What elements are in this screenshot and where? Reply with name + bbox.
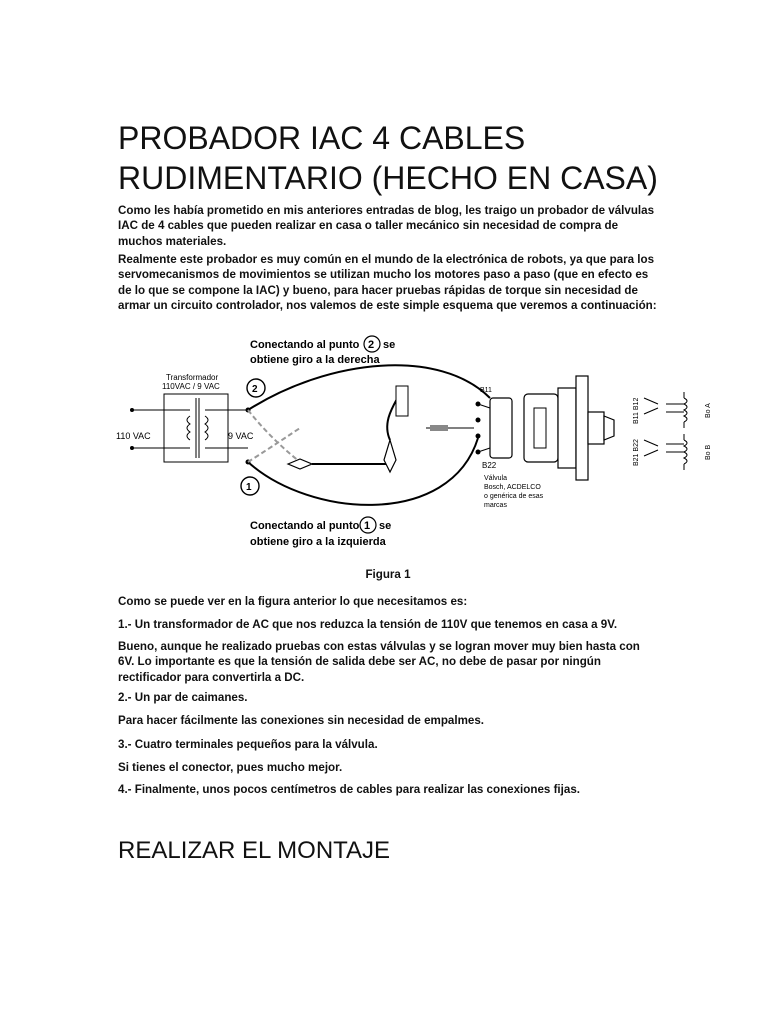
- valve-plug: [490, 398, 512, 458]
- wire-to-point-2: [248, 365, 490, 410]
- label-top-num: 2: [368, 339, 375, 351]
- coil-schematic: [644, 392, 687, 470]
- label-bottom-se: se: [379, 520, 392, 532]
- list-note-2: Para hacer fácilmente las conexiones sin necesidad de empalmes.: [118, 714, 485, 727]
- label-bottom-num: 1: [364, 520, 371, 532]
- dashed-wire-2: [248, 428, 300, 462]
- cable-tie: [430, 425, 448, 431]
- label-top-line-1: Conectando al punto: [250, 339, 360, 351]
- title-line-2: RUDIMENTARIO (HECHO EN CASA): [118, 160, 658, 196]
- title-line-1: PROBADOR IAC 4 CABLES: [118, 120, 526, 156]
- coil-a-label: Bo A: [705, 403, 712, 418]
- list-note-3: Si tienes el conector, pues mucho mejor.: [118, 761, 343, 774]
- small-connector: [396, 386, 408, 416]
- figure-caption: Figura 1: [365, 568, 411, 581]
- point-2-label: 2: [252, 384, 258, 395]
- list-note-1: Bueno, aunque he realizado pruebas con estas válvulas y se logran mover muy bien hasta con 6V. Lo importante es que la tensión de salida debe ser AC, no debe de pasar por ningún rectificador para convertirla a DC.: [118, 640, 640, 684]
- input-voltage-label: 110 VAC: [116, 431, 151, 441]
- b11-label: B11: [480, 387, 492, 394]
- valve-pintle: [588, 412, 604, 444]
- list-item-3: 3.- Cuatro terminales pequeños para la válvula.: [118, 738, 378, 751]
- pins-bottom-label: B21 B22: [633, 439, 640, 466]
- valve-body: [558, 388, 576, 468]
- intro-paragraph: Como les había prometido en mis anteriores entradas de blog, les traigo un probador de válvulas IAC de 4 cables que pueden realizar en casa o taller mecánico sin necesidad de compra de muchos materiales.: [118, 204, 655, 248]
- valve-label-1: Válvula: [484, 475, 507, 482]
- pins-top-label: B11 B12: [633, 397, 640, 424]
- valve-label-3: o genérica de esas: [484, 493, 544, 500]
- alligator-clip-icon: [288, 459, 312, 469]
- label-top-se: se: [383, 339, 396, 351]
- primary-coil-icon: [187, 416, 190, 440]
- transformer-label-2: 110VAC / 9 VAC: [162, 382, 220, 391]
- circuit-diagram: [110, 328, 730, 556]
- valve-label-4: marcas: [484, 502, 507, 509]
- dashed-wire-1: [248, 410, 300, 462]
- list-item-4: 4.- Finalmente, unos pocos centímetros de cables para realizar las conexiones fijas.: [118, 783, 580, 796]
- b22-label: B22: [482, 461, 497, 470]
- label-bottom-line-1: Conectando al punto: [250, 520, 360, 532]
- secondary-coil-icon: [205, 416, 208, 440]
- list-intro: Como se puede ver en la figura anterior lo que necesitamos es:: [118, 595, 468, 608]
- transformer-label-1: Transformador: [166, 373, 219, 382]
- coil-b-label: Bo B: [705, 444, 712, 460]
- description-paragraph: Realmente este probador es muy común en el mundo de la electrónica de robots, ya que para los servomecanismos de movimientos se utilizan mucho los motores paso a paso (que en efecto es de lo que se compone la IAC) y bueno, para hacer pruebas rápidas de torque sin necesidad de armar un circuito controlador, nos valemos de este simple esquema que veremos a continuación:: [118, 253, 657, 313]
- section-title: REALIZAR EL MONTAJE: [118, 837, 391, 864]
- label-top-line-2: obtiene giro a la derecha: [250, 354, 380, 366]
- list-item-1: 1.- Un transformador de AC que nos reduzca la tensión de 110V que tenemos en casa a 9V.: [118, 618, 618, 631]
- label-bottom-line-2: obtiene giro a la izquierda: [250, 536, 386, 548]
- point-1-label: 1: [246, 482, 252, 493]
- alligator-clip-2-icon: [384, 440, 396, 472]
- output-voltage-label: 9 VAC: [228, 431, 254, 441]
- page-title: [118, 118, 678, 198]
- valve-label-2: Bosch, ACDELCO: [484, 484, 541, 491]
- list-item-2: 2.- Un par de caimanes.: [118, 691, 248, 704]
